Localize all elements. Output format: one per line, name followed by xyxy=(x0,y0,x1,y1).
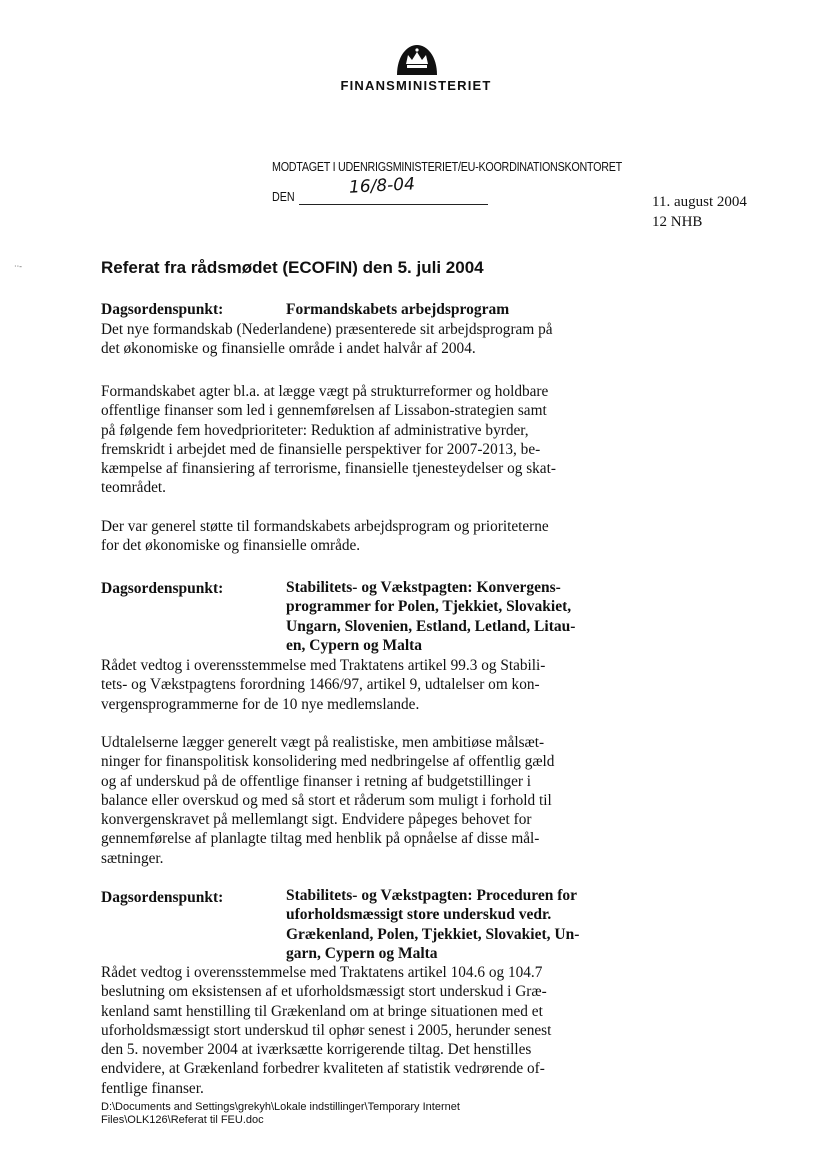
section-1-paragraph-3 xyxy=(101,517,633,556)
text-line: balance eller overskud og med så stort et råderum som muligt i forhold til xyxy=(101,791,552,809)
heading-line: uforholdsmæssigt store underskud vedr. xyxy=(286,906,552,924)
section-2-heading xyxy=(286,578,575,655)
text-line: for det økonomiske og finansielle område. xyxy=(101,537,361,555)
text-line: konvergenskravet på mellemlangt sigt. Endvidere påpeges behovet for xyxy=(101,811,532,829)
text-line: Rådet vedtog i overensstemmelse med Traktatens artikel 104.6 og 104.7 xyxy=(101,964,543,981)
heading-line: garn, Cypern og Malta xyxy=(286,944,438,962)
handwritten-date: 16/8-04 xyxy=(348,174,416,198)
file-path-line: Files\OLK126\Referat til FEU.doc xyxy=(101,1114,264,1126)
file-path-line: D:\Documents and Settings\grekyh\Lokale indstillinger\Temporary Internet xyxy=(101,1101,460,1113)
text-line: teområdet. xyxy=(101,479,166,497)
text-line: ninger for finanspolitisk konsolidering med nedbringelse af offentlig gæld xyxy=(101,753,555,771)
text-line: fentlige finanser. xyxy=(101,1079,204,1097)
text-line: det økonomiske og finansielle område i andet halvår af 2004. xyxy=(101,340,476,358)
text-line: Formandskabet agter bl.a. at lægge vægt på strukturreformer og holdbare xyxy=(101,383,549,400)
heading-line: Grækenland, Polen, Tjekkiet, Slovakiet, Un- xyxy=(286,925,580,943)
text-line: offentlige finanser som led i gennemførelsen af Lissabon-strategien samt xyxy=(101,402,547,420)
text-line: Udtalelserne lægger generelt vægt på realistiske, men ambitiøse målsæt- xyxy=(101,734,545,751)
heading-line: programmer for Polen, Tjekkiet, Slovakiet, xyxy=(286,598,572,616)
section-1-label: Dagsordenspunkt: xyxy=(101,301,224,318)
text-line: på følgende fem hovedprioriteter: Reduktion af administrative byrder, xyxy=(101,421,529,439)
ministry-name: FINANSMINISTERIET xyxy=(340,78,492,93)
section-2-paragraph-1 xyxy=(101,656,633,714)
heading-line: Formandskabets arbejdsprogram xyxy=(286,301,510,318)
section-3-heading xyxy=(286,886,579,963)
heading-line: Stabilitets- og Vækstpagten: Konvergens- xyxy=(286,579,561,596)
file-path-footer xyxy=(101,1101,460,1127)
text-line: og af underskud på de offentlige finanser i retning af budgetstillinger i xyxy=(101,772,532,790)
text-line: vergensprogrammerne for de 10 nye medlemslande. xyxy=(101,695,420,713)
section-3-label: Dagsordenspunkt: xyxy=(101,889,224,906)
section-1-heading xyxy=(286,300,509,319)
text-line: kæmpelse af finansiering af terrorisme, finansielle tjenesteydelser og skat- xyxy=(101,460,556,478)
document-reference: 12 NHB xyxy=(652,214,703,230)
text-line: Rådet vedtog i overensstemmelse med Traktatens artikel 99.3 og Stabili- xyxy=(101,657,546,674)
document-date: 11. august 2004 xyxy=(652,194,747,210)
section-2-label: Dagsordenspunkt: xyxy=(101,580,224,597)
text-line: beslutning om eksistensen af et uforholdsmæssigt stort underskud i Græ- xyxy=(101,983,547,1001)
document-meta xyxy=(652,192,747,232)
page-title: Referat fra rådsmødet (ECOFIN) den 5. juli 2004 xyxy=(101,258,484,277)
text-line: uforholdsmæssigt stort underskud til ophør senest i 2005, herunder senest xyxy=(101,1021,552,1039)
text-line: sætninger. xyxy=(101,849,164,867)
text-line: tets- og Vækstpagtens forordning 1466/97, artikel 9, udtalelser om kon- xyxy=(101,676,540,694)
section-3-paragraph-1 xyxy=(101,963,633,1098)
text-line: gennemførelse af planlagte tiltag med henblik på opnåelse af disse mål- xyxy=(101,830,540,848)
stamp-den-label: DEN xyxy=(272,190,295,204)
received-stamp-text: MODTAGET I UDENRIGSMINISTERIET/EU-KOORDINATIONSKONTORET xyxy=(272,160,622,174)
crown-emblem-icon xyxy=(395,42,439,76)
scan-specks: ·‧- xyxy=(14,262,22,271)
text-line: endvidere, at Grækenland forbedrer kvaliteten af statistik vedrørende of- xyxy=(101,1060,545,1078)
text-line: den 5. november 2004 at iværksætte korrigerende tiltag. Det henstilles xyxy=(101,1041,532,1059)
heading-line: Stabilitets- og Vækstpagten: Proceduren for xyxy=(286,887,578,904)
section-1-paragraph-2 xyxy=(101,382,633,498)
stamp-signature-line xyxy=(299,204,488,205)
text-line: kenland samt henstilling til Grækenland om at bringe situationen med et xyxy=(101,1002,543,1020)
section-2-paragraph-2 xyxy=(101,733,633,868)
section-1-paragraph-1 xyxy=(101,320,633,359)
text-line: Der var generel støtte til formandskabets arbejdsprogram og prioriteterne xyxy=(101,518,549,535)
heading-line: en, Cypern og Malta xyxy=(286,636,423,654)
heading-line: Ungarn, Slovenien, Estland, Letland, Litau- xyxy=(286,617,576,635)
text-line: Det nye formandskab (Nederlandene) præsenterede sit arbejdsprogram på xyxy=(101,321,553,338)
text-line: fremskridt i arbejdet med de finansielle perspektiver for 2007-2013, be- xyxy=(101,440,541,458)
